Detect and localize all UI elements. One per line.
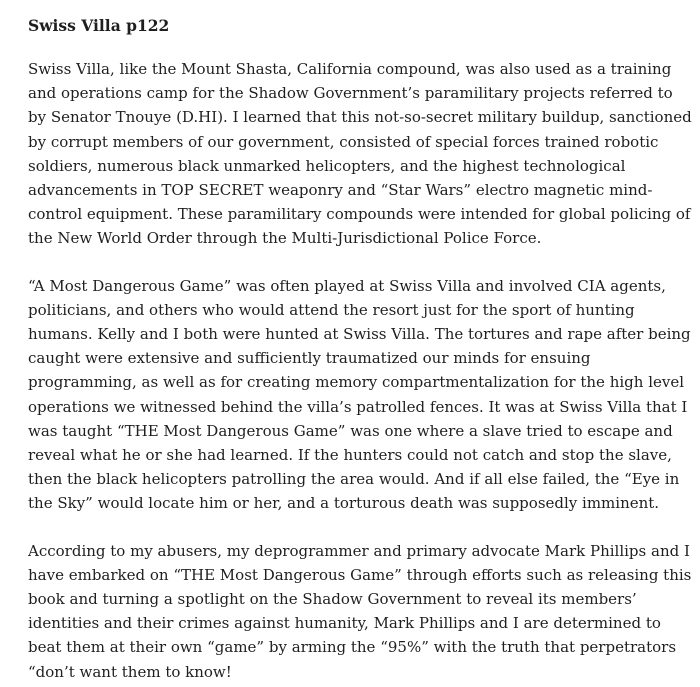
- document-page: [28, 14, 692, 684]
- paragraph-1: Swiss Villa, like the Mount Shasta, California compound, was also used as a training and operations camp for the Shadow Government’s paramilitary projects referred to by Senator Tnouye (D.HI). I learned that this not-so-secret military buildup, sanctioned by corrupt members of our government, consisted of special forces trained robotic soldiers, numerous black unmarked helicopters, and the highest technological advancements in TOP SECRET weaponry and “Star Wars” electro magnetic mind-control equipment. These paramilitary compounds were intended for global policing of the New World Order through the Multi-Jurisdictional Police Force.: [28, 60, 692, 248]
- paragraph-3: According to my abusers, my deprogrammer and primary advocate Mark Phillips and I have embarked on “THE Most Dangerous Game” through efforts such as releasing this book and turning a spotlight on the Shadow Government to reveal its members’ identities and their crimes against humanity, Mark Phillips and I are determined to beat them at their own “game” by arming the “95%” with the truth that perpetrators “don’t want them to know!: [28, 541, 692, 681]
- document-title: Swiss Villa p122: [28, 16, 170, 35]
- paragraph-2: “A Most Dangerous Game” was often played at Swiss Villa and involved CIA agents, politicians, and others who would attend the resort just for the sport of hunting humans. Kelly and I both were hunted at Swiss Villa. The tortures and rape after being caught were extensive and sufficiently traumatized our minds for ensuing programming, as well as for creating memory compartmentalization for the high level operations we witnessed behind the villa’s patrolled fences. It was at Swiss Villa that I was taught “THE Most Dangerous Game” was one where a slave tried to escape and reveal what he or she had learned. If the hunters could not catch and stop the slave, then the black helicopters patrolling the area would. And if all else failed, the “Eye in the Sky” would locate him or her, and a torturous death was supposedly imminent.: [28, 276, 691, 513]
